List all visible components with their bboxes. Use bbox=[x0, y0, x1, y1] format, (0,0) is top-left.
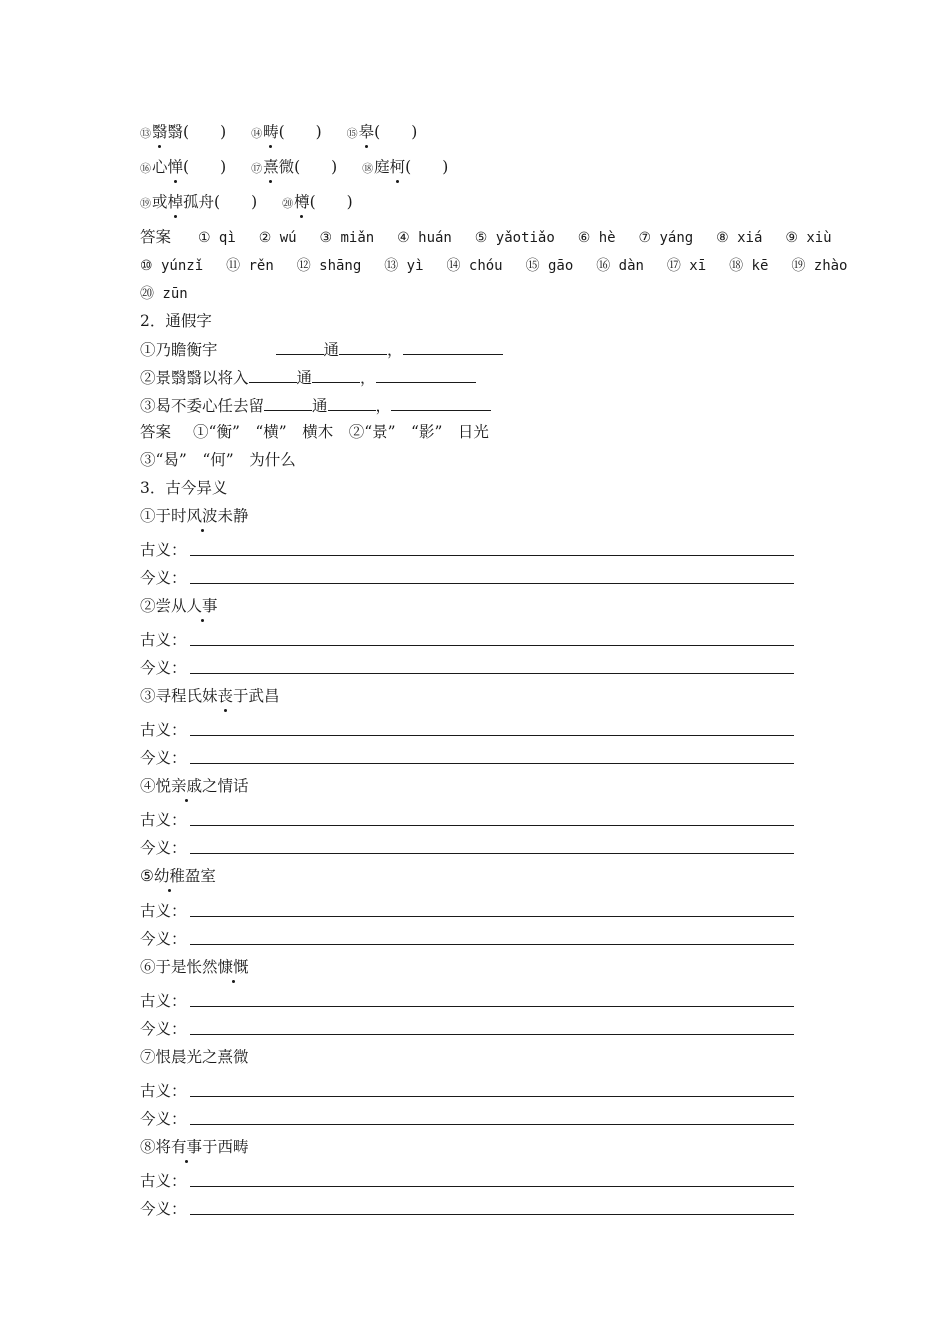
answer-item: ⑯ dàn bbox=[596, 258, 644, 274]
answer-label: 答案 bbox=[140, 423, 172, 441]
jin-label: 今义： bbox=[140, 1110, 187, 1128]
jin-label: 今义： bbox=[140, 930, 187, 948]
tong-label: 通 bbox=[323, 341, 340, 359]
dotted-word: 亲戚 bbox=[171, 777, 203, 795]
gujin-item-4 bbox=[140, 776, 249, 796]
item-text: 孤舟( ) bbox=[183, 193, 258, 211]
answer-line[interactable] bbox=[190, 1186, 794, 1187]
answer-line[interactable] bbox=[190, 1006, 794, 1007]
item-number: ⑱ bbox=[362, 162, 374, 175]
answer-line[interactable] bbox=[190, 763, 794, 764]
dotted-char: 熹 bbox=[263, 158, 279, 176]
gujin-item-2 bbox=[140, 596, 218, 616]
item-number: ⑲ bbox=[140, 197, 151, 210]
item-text: ①乃瞻衡宇 bbox=[140, 341, 218, 359]
answer-line[interactable] bbox=[190, 735, 794, 736]
answer-line[interactable] bbox=[190, 555, 794, 556]
gujin-item-6 bbox=[140, 957, 249, 977]
answer-pinyin-row-3 bbox=[140, 283, 206, 303]
fill-blank[interactable] bbox=[339, 339, 387, 355]
answer-line[interactable] bbox=[190, 825, 794, 826]
answer-item: ⑲ zhào bbox=[791, 258, 848, 274]
answer-line[interactable] bbox=[190, 645, 794, 646]
gujin-item-8 bbox=[140, 1137, 249, 1157]
item-number: ⑰ bbox=[251, 162, 263, 175]
fill-blank[interactable] bbox=[312, 367, 360, 383]
vocab-row-3 bbox=[140, 192, 373, 212]
item-text: 于武昌 bbox=[233, 687, 280, 705]
answer-item: ④ huán bbox=[397, 230, 452, 246]
item-text: 盈室 bbox=[184, 867, 216, 885]
answer-line[interactable] bbox=[190, 1124, 794, 1125]
gujin-item-5 bbox=[140, 866, 216, 886]
answer-item: ③ miǎn bbox=[319, 230, 375, 246]
answer-tongjia-row-2 bbox=[140, 450, 296, 470]
answer-item: ⑥ hè bbox=[577, 230, 616, 246]
fill-blank[interactable] bbox=[403, 339, 503, 355]
item-number: ⑬ bbox=[140, 127, 151, 140]
fill-blank[interactable] bbox=[391, 395, 491, 411]
answer-item: ⑫ shāng bbox=[296, 258, 362, 274]
gu-label: 古义： bbox=[140, 721, 187, 739]
dotted-char: 皋 bbox=[358, 123, 375, 141]
dotted-word: 幼稚 bbox=[153, 867, 185, 885]
item-number: ⑮ bbox=[346, 127, 358, 140]
answer-text: ①“衡” “横” 横木 ②“景” “影” 日光 bbox=[193, 423, 489, 441]
dotted-char: 樽 bbox=[294, 193, 310, 211]
dotted-char: 惮 bbox=[167, 158, 184, 176]
vocab-row-2 bbox=[140, 157, 468, 177]
answer-item: ⑰ xī bbox=[666, 258, 707, 274]
item-text: ( ) bbox=[309, 193, 353, 211]
item-text: ④悦 bbox=[140, 777, 172, 795]
answer-item: ② wú bbox=[258, 230, 297, 246]
answer-item: ⑦ yáng bbox=[638, 230, 694, 246]
vocab-item bbox=[140, 122, 226, 144]
item-number: ⑯ bbox=[140, 162, 151, 175]
answer-item: ⑬ yì bbox=[384, 258, 424, 274]
jin-label: 今义： bbox=[140, 1200, 187, 1218]
comma: ， bbox=[375, 397, 392, 415]
vocab-item bbox=[282, 192, 353, 214]
vocab-item bbox=[347, 122, 418, 144]
answer-label: 答案 bbox=[140, 228, 172, 246]
answer-item: ⑤ yǎotiǎo bbox=[474, 230, 555, 246]
item-number: ⑳ bbox=[282, 197, 294, 210]
answer-item: ⑳ zūn bbox=[140, 286, 188, 302]
answer-line[interactable] bbox=[190, 1034, 794, 1035]
vocab-item bbox=[251, 122, 322, 144]
answer-item: ⑪ rěn bbox=[226, 258, 274, 274]
gu-label: 古义： bbox=[140, 631, 187, 649]
gu-label: 古义： bbox=[140, 992, 187, 1010]
answer-item: ⑩ yúnzǐ bbox=[140, 258, 204, 274]
item-text: 心 bbox=[152, 158, 168, 176]
item-text: ③曷不委心任去留 bbox=[140, 397, 265, 415]
dotted-char: 柯 bbox=[389, 158, 406, 176]
answer-line[interactable] bbox=[190, 583, 794, 584]
item-text: 庭 bbox=[374, 158, 390, 176]
dotted-char: 畴 bbox=[263, 123, 279, 141]
jin-label: 今义： bbox=[140, 839, 187, 857]
dotted-char: 翳 bbox=[152, 123, 168, 141]
item-text: 或 bbox=[152, 193, 168, 211]
vocab-row-1 bbox=[140, 122, 437, 142]
item-text: ②尝从 bbox=[140, 597, 187, 615]
gu-label: 古义： bbox=[140, 1172, 187, 1190]
item-text: 微( ) bbox=[278, 158, 338, 176]
section-title: 2．通假字 bbox=[140, 312, 212, 330]
answer-line[interactable] bbox=[190, 673, 794, 674]
item-text: ③寻程氏妹 bbox=[140, 687, 218, 705]
dotted-word: 慷慨 bbox=[217, 958, 249, 976]
vocab-item bbox=[140, 157, 226, 179]
tongjia-item-3 bbox=[140, 395, 491, 415]
fill-blank[interactable] bbox=[328, 395, 376, 411]
comma: ， bbox=[387, 341, 403, 359]
fill-blank[interactable] bbox=[249, 367, 297, 383]
answer-tongjia-row-1 bbox=[140, 422, 489, 442]
answer-item: ⑱ kē bbox=[729, 258, 769, 274]
tong-label: 通 bbox=[312, 397, 328, 415]
item-number: ⑭ bbox=[251, 127, 263, 140]
gu-label: 古义： bbox=[140, 541, 187, 559]
section-title: 3．古今异义 bbox=[140, 479, 228, 497]
answer-line[interactable] bbox=[190, 916, 794, 917]
answer-pinyin-row-2 bbox=[140, 255, 848, 275]
gujin-item-3 bbox=[140, 686, 280, 706]
gu-label: 古义： bbox=[140, 1082, 187, 1100]
answer-line[interactable] bbox=[190, 1214, 794, 1215]
item-text: ( ) bbox=[374, 123, 418, 141]
item-text: ⑤ bbox=[140, 867, 154, 885]
fill-blank[interactable] bbox=[264, 395, 312, 411]
item-text: 未静 bbox=[217, 507, 249, 525]
answer-line[interactable] bbox=[190, 944, 794, 945]
gujin-item-1 bbox=[140, 506, 249, 526]
answer-line[interactable] bbox=[190, 1096, 794, 1097]
jin-label: 今义： bbox=[140, 569, 187, 587]
vocab-item bbox=[362, 157, 448, 179]
jin-label: 今义： bbox=[140, 659, 187, 677]
tongjia-item-2 bbox=[140, 367, 476, 387]
vocab-item bbox=[251, 157, 337, 179]
answer-line[interactable] bbox=[190, 853, 794, 854]
fill-blank[interactable] bbox=[276, 339, 324, 355]
gu-label: 古义： bbox=[140, 902, 187, 920]
answer-item: ⑭ chóu bbox=[446, 258, 503, 274]
item-text: 之情话 bbox=[202, 777, 249, 795]
fill-blank[interactable] bbox=[376, 367, 476, 383]
item-text: ②景翳翳以将入 bbox=[140, 369, 249, 387]
answer-item: ⑨ xiù bbox=[785, 230, 832, 246]
answer-item: ① qì bbox=[197, 230, 236, 246]
jin-label: 今义： bbox=[140, 1020, 187, 1038]
dotted-word: 有事 bbox=[171, 1138, 203, 1156]
jin-label: 今义： bbox=[140, 749, 187, 767]
dotted-char: 棹 bbox=[167, 193, 184, 211]
dotted-word: 丧 bbox=[217, 687, 234, 705]
item-text: 翳( ) bbox=[167, 123, 227, 141]
comma: ， bbox=[360, 369, 376, 387]
item-text: ⑥于是怅然 bbox=[140, 958, 218, 976]
item-text: 于西畴 bbox=[202, 1138, 249, 1156]
item-text: ⑦恨晨光之熹微 bbox=[140, 1048, 249, 1066]
item-text: ①于时 bbox=[140, 507, 187, 525]
item-text: ( ) bbox=[405, 158, 449, 176]
answer-item: ⑮ gāo bbox=[525, 258, 574, 274]
gujin-item-7 bbox=[140, 1047, 249, 1067]
dotted-word: 人事 bbox=[186, 597, 218, 615]
dotted-word: 风波 bbox=[186, 507, 218, 525]
gu-label: 古义： bbox=[140, 811, 187, 829]
tongjia-item-1 bbox=[140, 339, 503, 359]
tong-label: 通 bbox=[296, 369, 313, 387]
answer-pinyin-row-1 bbox=[140, 227, 832, 247]
item-text: ⑧将 bbox=[140, 1138, 172, 1156]
answer-text: ③“曷” “何” 为什么 bbox=[140, 451, 296, 469]
item-text: ( ) bbox=[278, 123, 322, 141]
answer-item: ⑧ xiá bbox=[716, 230, 763, 246]
item-text: ( ) bbox=[183, 158, 227, 176]
vocab-item bbox=[140, 192, 257, 214]
